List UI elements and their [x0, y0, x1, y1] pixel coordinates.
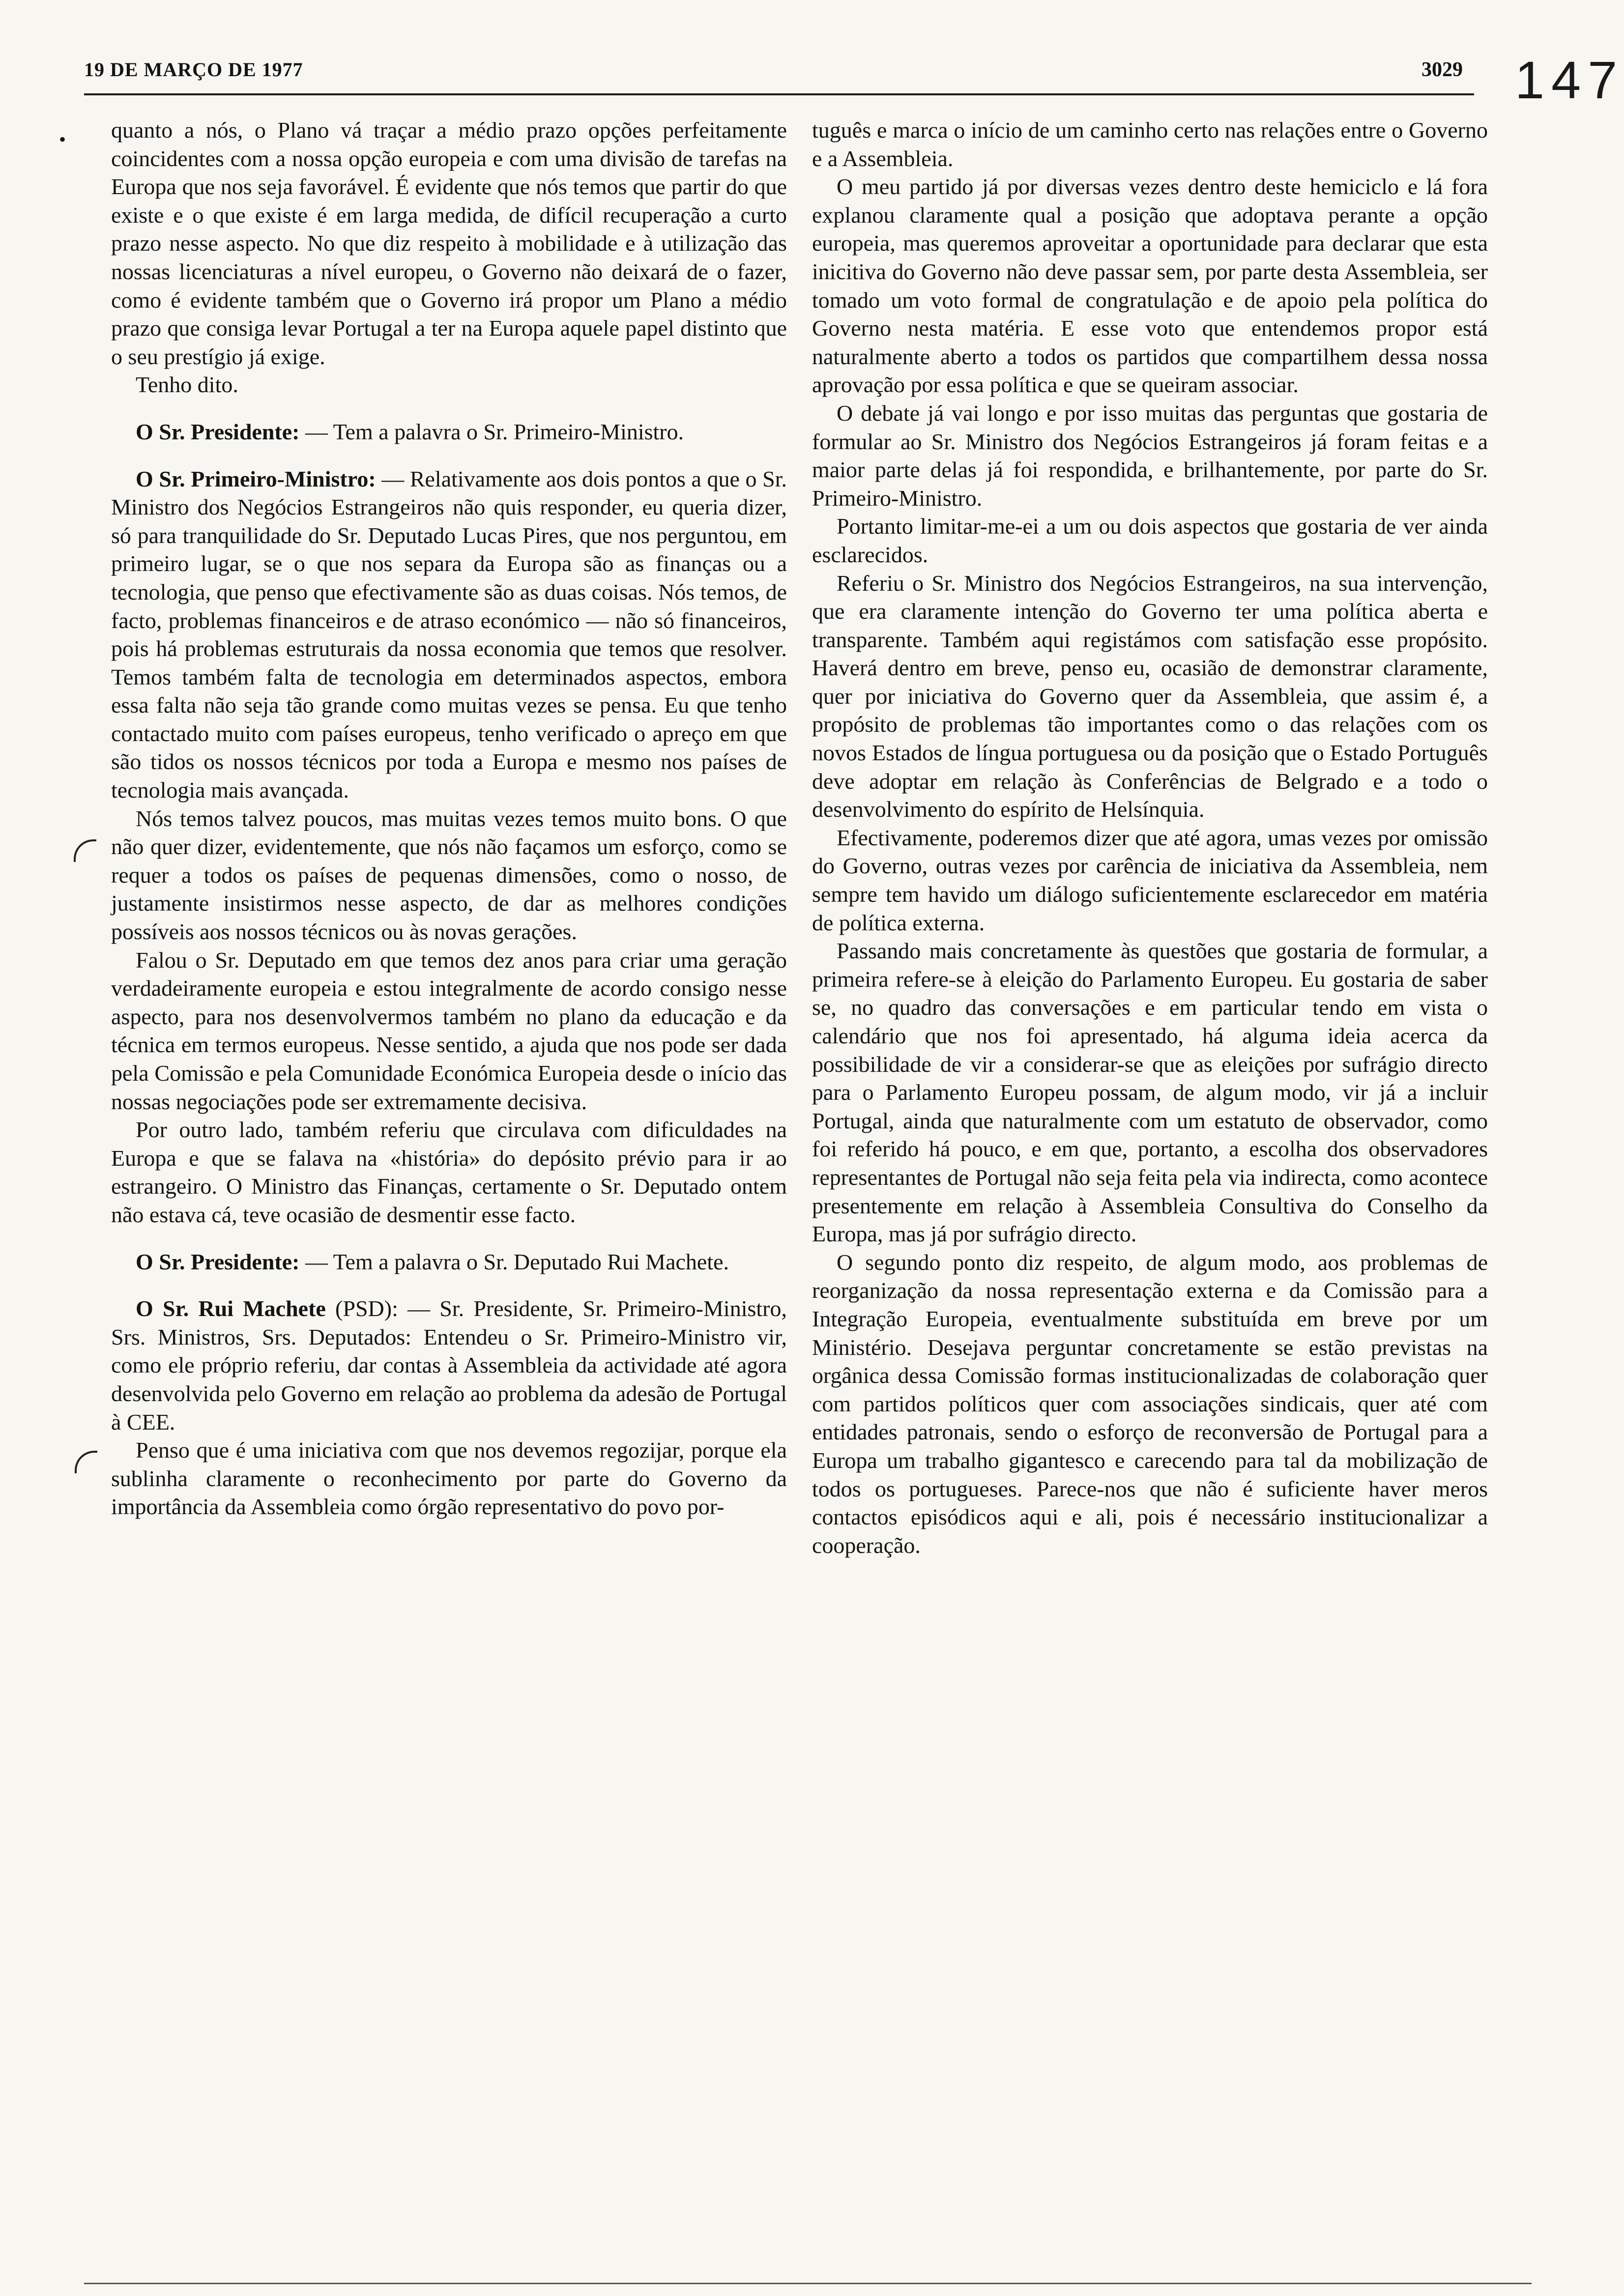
margin-bracket-icon — [75, 1451, 97, 1473]
paragraph: O Sr. Presidente: — Tem a palavra o Sr. Deputado Rui Machete. — [136, 1249, 729, 1274]
paragraph: Penso que é uma iniciativa com que nos devemos regozijar, porque ela sublinha claramente o reconhecimento por parte do Governo da importância da Assembleia como órgão representativo do povo por- — [111, 1437, 787, 1520]
paragraph: Nós temos talvez poucos, mas muitas vezes temos muito bons. O que não quer dizer, evidentemente, que nós não façamos um esforço, como se requer a todos os países de pequenas dimensões, como o nosso, de justamente insistirmos nesse aspecto, de dar as melhores condições possíveis aos nossos técnicos ou às novas gerações. — [111, 805, 787, 945]
header-rule — [84, 93, 1474, 95]
footer-rule — [84, 2283, 1532, 2284]
paragraph: Tenho dito. — [136, 372, 238, 398]
paragraph: O segundo ponto diz respeito, de algum modo, aos problemas de reorganização da nossa representação externa e da Comissão para a Integração Europeia, eventualmente substituída em breve por um Ministério. Desejava perguntar concretamente se estão previstas na orgânica dessa Comissão formas institucionalizadas de colaboração quer com partidos políticos quer com associações sindicais, quer até com entidades patronais, sendo o esforço de reconversão de Portugal para a Europa um trabalho gigantesco e carecendo para tal da mobilização de todos os portugueses. Parece-nos que não é suficiente haver meros contactos episódicos aqui e ali, pois é necessário institucionalizar a cooperação. — [812, 1249, 1488, 1558]
left-column — [111, 116, 787, 1521]
paragraph: O meu partido já por diversas vezes dentro deste hemiciclo e lá fora explanou claramente qual a posição que adoptava perante a opção europeia, mas queremos aproveitar a oportunidade para declarar que esta inicitiva do Governo não deve passar sem, por parte desta Assembleia, ser tomado um voto formal de congratulação e de apoio pela política do Governo nesta matéria. E esse voto que entendemos propor está naturalmente aberto a todos os partidos que compartilhem dessa nossa aprovação por essa política e que se queiram associar. — [812, 174, 1488, 398]
paragraph: tuguês e marca o início de um caminho certo nas relações entre o Governo e a Assembleia. — [812, 117, 1488, 171]
paragraph: Por outro lado, também referiu que circulava com dificuldades na Europa e que se falava na «história» do depósito prévio para ir ao estrangeiro. O Ministro das Finanças, certamente o Sr. Deputado ontem não estava cá, teve ocasião de desmentir esse facto. — [111, 1117, 787, 1227]
page-number: 3029 — [1421, 58, 1463, 81]
margin-bullet-icon: • — [59, 128, 66, 150]
stamp-number: 147 — [1515, 50, 1624, 110]
margin-bracket-icon — [74, 839, 96, 862]
paragraph: Efectivamente, poderemos dizer que até agora, umas vezes por omissão do Governo, outras vezes por carência de iniciativa da Assembleia, nem sempre tem havido um diálogo suficientemente esclarecedor em matéria de política externa. — [812, 825, 1488, 935]
paragraph: Passando mais concretamente às questões que gostaria de formular, a primeira refere-se à eleição do Parlamento Europeu. Eu gostaria de saber se, no quadro das conversações e em particular tendo em vista o calendário que nos foi apresentado, há alguma ideia acerca da possibilidade de vir a considerar-se que as eleições por sufrágio directo para o Parlamento Europeu possam, de algum modo, vir já a incluir Portugal, ainda que naturalmente com um estatuto de observador, como foi referido há pouco, e em que, portanto, a escolha dos observadores representantes de Portugal não seja feita pela via indirecta, como acontece presentemente em relação à Assembleia Consultiva do Conselho da Europa, mas já por sufrágio directo. — [812, 938, 1488, 1247]
paragraph: O Sr. Presidente: — Tem a palavra o Sr. Primeiro-Ministro. — [136, 419, 684, 444]
paragraph: O Sr. Rui Machete (PSD): — Sr. Presidente, Sr. Primeiro-Ministro, Srs. Ministros, Srs. Deputados: Entendeu o Sr. Primeiro-Ministro vir, como ele próprio referiu, dar contas à Assembleia da actividade até agora desenvolvida pelo Governo em relação ao problema da adesão de Portugal à CEE. — [111, 1296, 787, 1435]
paragraph: Referiu o Sr. Ministro dos Negócios Estrangeiros, na sua intervenção, que era claramente intenção do Governo ter uma política aberta e transparente. Também aqui registámos com satisfação esse propósito. Haverá dentro em breve, penso eu, ocasião de demonstrar claramente, quer por iniciativa do Governo quer da Assembleia, que assim é, a propósito de problemas tão importantes como o das relações com os novos Estados de língua portuguesa ou da posição que o Estado Português deve adoptar em relação às Conferências de Belgrado e a todo o desenvolvimento do espírito de Helsínquia. — [812, 570, 1488, 822]
paragraph: quanto a nós, o Plano vá traçar a médio prazo opções perfeitamente coincidentes com a nossa opção europeia e com uma divisão de tarefas na Europa que nos seja favorável. É evidente que nós temos que partir do que existe e o que existe é em larga medida, de difícil recuperação a curto prazo nesse aspecto. No que diz respeito à mobilidade e à utilização das nossas licenciaturas a nível europeu, o Governo não deixará de o fazer, como é evidente também que o Governo irá propor um Plano a médio prazo que consiga levar Portugal a ter na Europa aquele papel distinto que o seu prestígio já exige. — [111, 117, 787, 369]
paragraph: O Sr. Primeiro-Ministro: — Relativamente aos dois pontos a que o Sr. Ministro dos Negócios Estrangeiros não quis responder, eu queria dizer, só para tranquilidade do Sr. Deputado Lucas Pires, que nos perguntou, em primeiro lugar, se o que nos separa da Europa são as finanças ou a tecnologia, que penso que efectivamente são as duas coisas. Nós temos, de facto, problemas financeiros e de atraso económico — não só financeiros, pois há problemas estruturais da nossa economia que temos que resolver. Temos também falta de tecnologia em determinados aspectos, embora essa falta não seja tão grande como muitas vezes se pensa. Eu que tenho contactado muito com países europeus, tenho verificado o apreço em que são tidos os nossos técnicos por toda a Europa e mesmo nos países de tecnologia mais avançada. — [111, 466, 787, 803]
right-column — [812, 116, 1488, 1559]
paragraph: Falou o Sr. Deputado em que temos dez anos para criar uma geração verdadeiramente europeia e estou integralmente de acordo consigo nesse aspecto, para nos desenvolvermos também no plano da educação e da técnica em termos europeus. Nesse sentido, a ajuda que nos pode ser dada pela Comissão e pela Comunidade Económica Europeia desde o início das nossas negociações pode ser extremamente decisiva. — [111, 947, 787, 1114]
paragraph: O debate já vai longo e por isso muitas das perguntas que gostaria de formular ao Sr. Ministro dos Negócios Estrangeiros já foram feitas e a maior parte delas já foi respondida, e brilhantemente, por parte do Sr. Primeiro-Ministro. — [812, 400, 1488, 511]
header-date: 19 DE MARÇO DE 1977 — [84, 58, 303, 81]
paragraph: Portanto limitar-me-ei a um ou dois aspectos que gostaria de ver ainda esclarecidos. — [812, 514, 1488, 567]
